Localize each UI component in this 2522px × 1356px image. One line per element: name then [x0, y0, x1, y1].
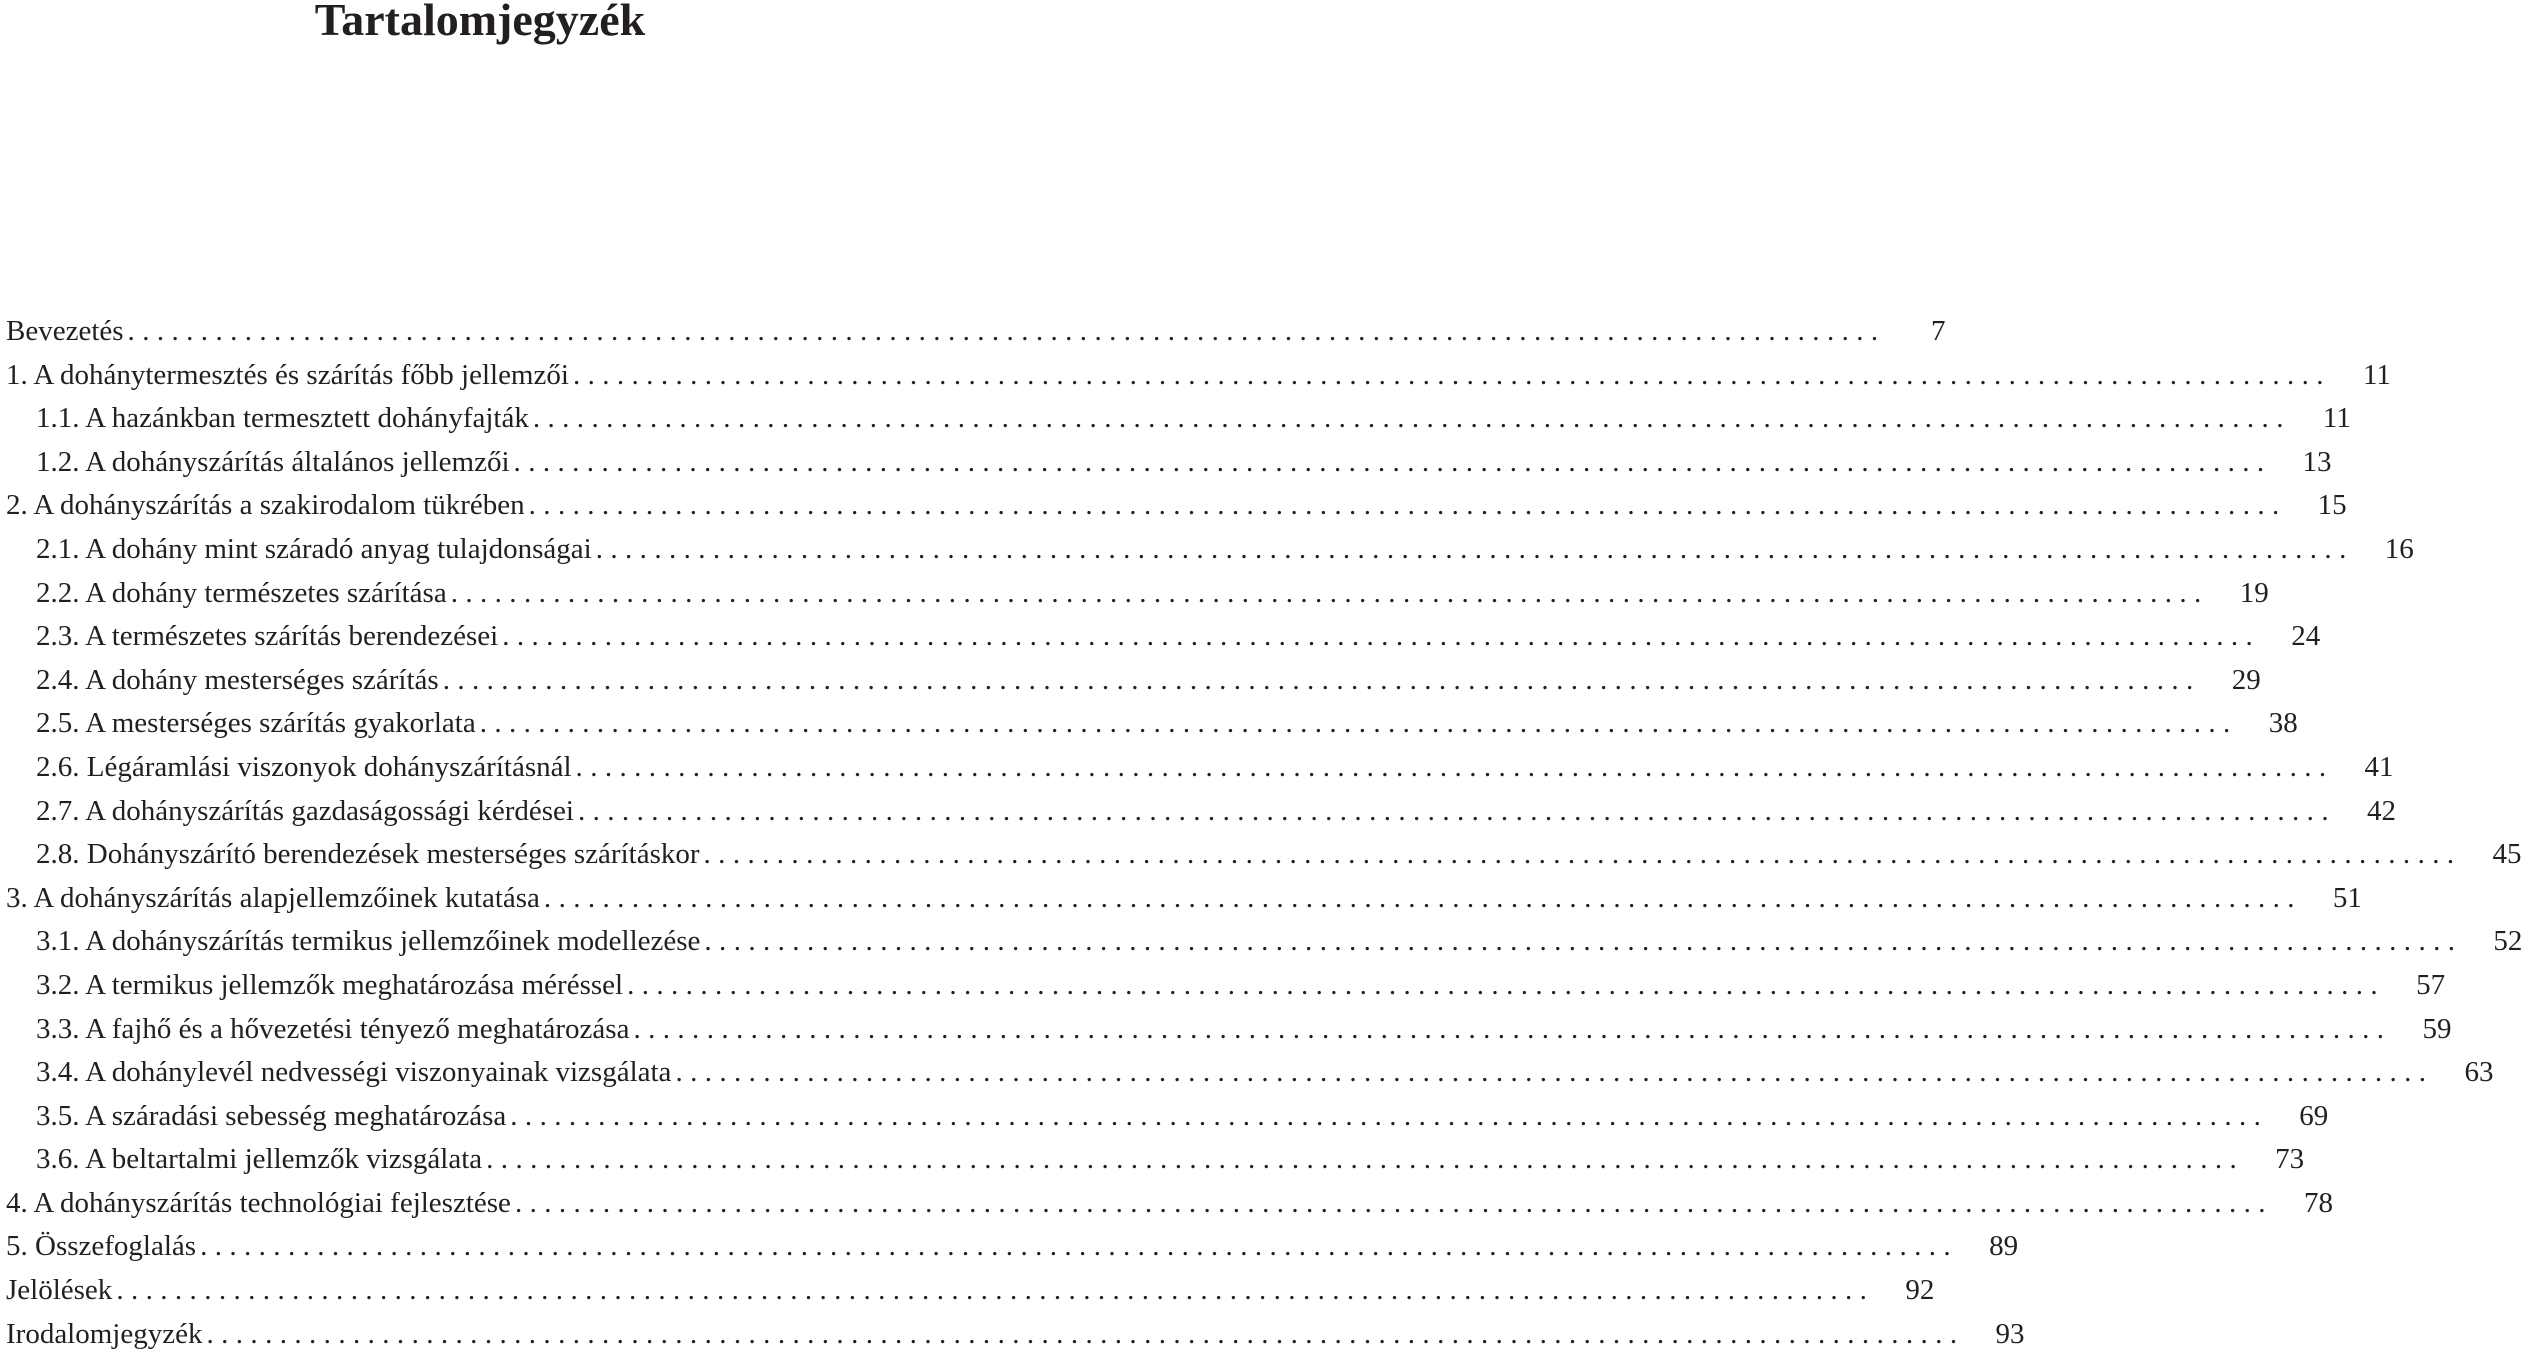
toc-leader-dots: ........................................................................................................................: [543, 881, 2302, 914]
page-title: Tartalomjegyzék: [314, 0, 646, 45]
toc-entry[interactable]: [6, 354, 2391, 398]
toc-leader-dots: ........................................................................................................................: [513, 445, 2272, 478]
toc-leader-dots: ........................................................................................................................: [572, 358, 2331, 391]
toc-entry-page: 7: [1931, 315, 1946, 347]
toc-leader-dots: ........................................................................................................................: [206, 1317, 1965, 1350]
toc-entry-title: 2.2. A dohány természetes szárítása: [36, 576, 447, 609]
toc-entry-page: 63: [2464, 1056, 2494, 1089]
toc-entry[interactable]: [6, 572, 2269, 616]
toc-entry[interactable]: [6, 1182, 2333, 1226]
toc-entry[interactable]: [6, 441, 2332, 485]
toc-leader-dots: ........................................................................................................................: [575, 750, 2334, 783]
toc-entry-title: 2. A dohányszárítás a szakirodalom tükrében: [6, 489, 525, 522]
toc-leader-dots: ........................................................................................................................: [703, 838, 2462, 871]
toc-leader-dots: ........................................................................................................................: [442, 663, 2201, 696]
toc-entry-title: 2.4. A dohány mesterséges szárítás: [36, 663, 439, 696]
toc-entry-page: 69: [2299, 1099, 2329, 1132]
toc-entry-page: 24: [2291, 620, 2321, 653]
toc-entry-title: 2.1. A dohány mint száradó anyag tulajdonságai: [36, 532, 592, 565]
toc-entry-title: 2.7. A dohányszárítás gazdaságossági kérdései: [36, 794, 574, 827]
toc-entry[interactable]: [6, 1095, 2329, 1139]
toc-entry[interactable]: [6, 528, 2414, 572]
toc-entry[interactable]: [6, 1225, 2019, 1269]
toc-entry-page: 15: [2317, 489, 2347, 522]
toc-entry[interactable]: [6, 1269, 1935, 1313]
toc-entry-page: 29: [2231, 663, 2261, 696]
toc-entry-title: 1.2. A dohányszárítás általános jellemzői: [36, 445, 510, 478]
toc-entry-page: 11: [2363, 358, 2391, 391]
toc-entry-title: 4. A dohányszárítás technológiai fejlesztése: [6, 1186, 511, 1219]
toc-leader-dots: ........................................................................................................................: [200, 1230, 1959, 1263]
toc-entry[interactable]: [6, 1313, 2025, 1356]
toc-entry[interactable]: [6, 702, 2298, 746]
toc-entry[interactable]: [6, 1008, 2452, 1052]
toc-leader-dots: ........................................................................................................................: [633, 1012, 2392, 1045]
toc-entry-page: 92: [1905, 1274, 1935, 1307]
toc-entry-page: 59: [2422, 1012, 2452, 1045]
toc-entry[interactable]: [6, 877, 2362, 921]
toc-entry-title: 1. A dohánytermesztés és szárítás főbb jellemzői: [6, 358, 569, 391]
toc-entry[interactable]: [6, 964, 2446, 1008]
toc-leader-dots: ........................................................................................................................: [486, 1143, 2245, 1176]
toc-leader-dots: ........................................................................................................................: [528, 489, 2287, 522]
toc-entry-title: 3.2. A termikus jellemzők meghatározása méréssel: [36, 968, 624, 1001]
toc-entry-page: 78: [2303, 1186, 2333, 1219]
toc-entry[interactable]: [6, 484, 2347, 528]
toc-leader-dots: ........................................................................................................................: [502, 620, 2261, 653]
toc-leader-dots: ........................................................................................................................: [675, 1056, 2434, 1089]
toc-entry-page: 45: [2492, 838, 2522, 871]
toc-leader-dots: ........................................................................................................................: [704, 925, 2463, 958]
toc-leader-dots: ........................................................................................................................: [510, 1099, 2269, 1132]
toc-entry-title: 3. A dohányszárítás alapjellemzőinek kutatása: [6, 881, 540, 914]
toc-entry-title: 3.4. A dohánylevél nedvességi viszonyainak vizsgálata: [36, 1056, 672, 1089]
toc-entry[interactable]: [6, 1138, 2305, 1182]
toc-entry-title: 3.1. A dohányszárítás termikus jellemzőinek modellezése: [36, 925, 701, 958]
toc-entry-title: 3.6. A beltartalmi jellemzők vizsgálata: [36, 1143, 483, 1176]
toc-entry-title: Bevezetés: [6, 315, 124, 347]
toc-entry-title: Jelölések: [6, 1274, 113, 1307]
toc-entry[interactable]: [6, 615, 2321, 659]
toc-entry-page: 19: [2239, 576, 2269, 609]
toc-leader-dots: ........................................................................................................................: [532, 402, 2291, 435]
toc-entry-title: 2.3. A természetes szárítás berendezései: [36, 620, 499, 653]
toc-entry-title: 2.8. Dohányszárító berendezések mesterséges szárításkor: [36, 838, 700, 871]
toc-entry-title: Irodalomjegyzék: [6, 1317, 203, 1350]
toc-entry[interactable]: [6, 833, 2522, 877]
toc-entry-page: 51: [2332, 881, 2362, 914]
toc-leader-dots: ........................................................................................................................: [479, 707, 2238, 740]
toc-leader-dots: ........................................................................................................................: [127, 315, 1886, 347]
toc-entry-title: 3.5. A száradási sebesség meghatározása: [36, 1099, 507, 1132]
toc-entry-page: 13: [2302, 445, 2332, 478]
table-of-contents: [6, 310, 2522, 1356]
toc-entry[interactable]: [6, 746, 2394, 790]
toc-entry-title: 2.5. A mesterséges szárítás gyakorlata: [36, 707, 476, 740]
toc-entry-page: 16: [2384, 532, 2414, 565]
toc-entry-page: 89: [1989, 1230, 2019, 1263]
toc-leader-dots: ........................................................................................................................: [450, 576, 2209, 609]
toc-entry-page: 42: [2366, 794, 2396, 827]
toc-entry-page: 73: [2275, 1143, 2305, 1176]
toc-entry-title: 2.6. Légáramlási viszonyok dohányszárításnál: [36, 750, 572, 783]
toc-entry-page: 52: [2493, 925, 2522, 958]
toc-entry[interactable]: [6, 659, 2261, 703]
toc-entry-title: 3.3. A fajhő és a hővezetési tényező meghatározása: [36, 1012, 630, 1045]
toc-entry-title: 1.1. A hazánkban termesztett dohányfajták: [36, 402, 529, 435]
toc-entry[interactable]: [6, 397, 2351, 441]
toc-entry[interactable]: [6, 790, 2396, 834]
toc-entry[interactable]: [6, 310, 1946, 354]
toc-entry-page: 38: [2268, 707, 2298, 740]
toc-leader-dots: ........................................................................................................................: [577, 794, 2336, 827]
toc-leader-dots: ........................................................................................................................: [116, 1274, 1875, 1307]
toc-entry-page: 57: [2416, 968, 2446, 1001]
toc-entry-page: 41: [2364, 750, 2394, 783]
toc-entry-page: 93: [1995, 1317, 2025, 1350]
toc-leader-dots: ........................................................................................................................: [627, 968, 2386, 1001]
toc-entry-page: 11: [2322, 402, 2351, 435]
toc-leader-dots: ........................................................................................................................: [595, 532, 2354, 565]
toc-entry[interactable]: [6, 1051, 2494, 1095]
toc-entry-title: 5. Összefoglalás: [6, 1230, 197, 1263]
toc-leader-dots: ........................................................................................................................: [514, 1186, 2273, 1219]
toc-entry[interactable]: [6, 920, 2522, 964]
